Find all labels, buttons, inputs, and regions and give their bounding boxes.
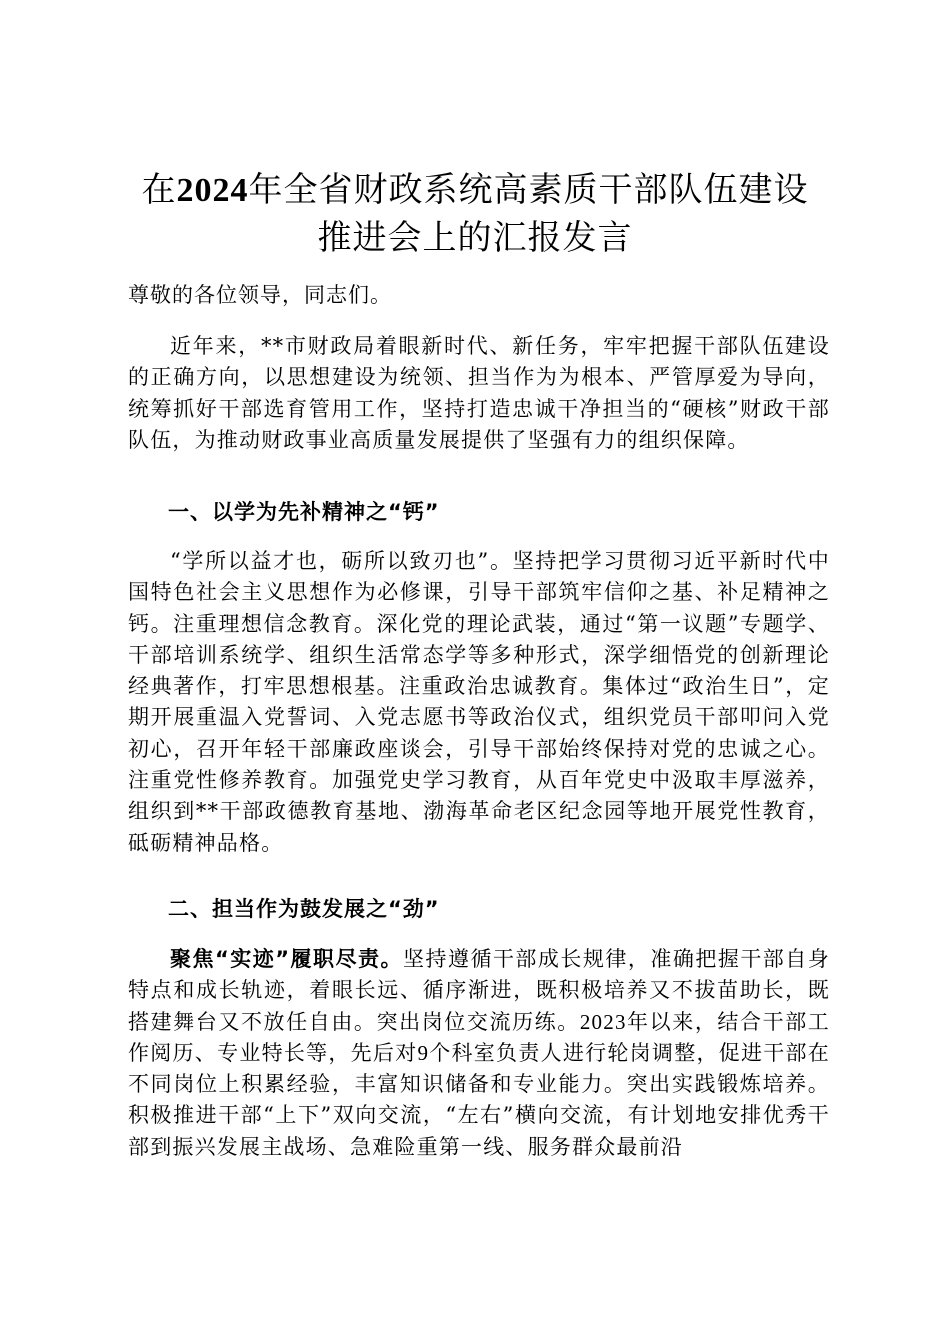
section-2-text-c: 个科室负责人进行轮岗调整，促进干部在不同岗位上积累经验，丰富知识储备和专业能力。突出实践锻炼培养。积极推进干部“上下”双向交流，“左右”横向交流，有计划地安排优秀干部到振兴发展主战场、急难险重第一线、服务群众最前沿 <box>128 1040 830 1159</box>
section-2-year: 2023 <box>579 1009 627 1034</box>
section-2-paragraph <box>128 944 830 1163</box>
section-2-text-b: 年以来，结合干部工作阅历、专业特长等，先后对 <box>128 1009 830 1065</box>
document-title-line-2: 推进会上的汇报发言 <box>317 218 633 258</box>
title-prefix: 在 <box>141 170 177 210</box>
section-2-lead: 聚焦“实迹”履职尽责。 <box>170 947 403 971</box>
title-suffix: 年全省财政系统高素质干部队伍建设 <box>248 170 809 210</box>
salutation: 尊敬的各位领导，同志们。 <box>128 283 392 307</box>
section-2-text-a: 坚持遵循干部成长规律，准确把握干部自身特点和成长轨迹，着眼长远、循序渐进，既积极培养又不拔苗助长，既搭建舞台又不放任自由。突出岗位交流历练。 <box>128 947 830 1034</box>
section-2-heading: 二、担当作为鼓发展之“劲” <box>168 897 440 921</box>
intro-paragraph: 近年来，**市财政局着眼新时代、新任务，牢牢把握干部队伍建设的正确方向，以思想建设为统领、担当作为为根本、严管厚爱为导向，统筹抓好干部选育管用工作，坚持打造忠诚干净担当的“硬核”财政干部队伍，为推动财政事业高质量发展提供了坚强有力的组织保障。 <box>128 334 830 452</box>
section-1-heading: 一、以学为先补精神之“钙” <box>168 500 440 524</box>
section-2-count: 9 <box>417 1040 430 1065</box>
title-year: 2024 <box>176 172 249 209</box>
document-title-line-1 <box>110 166 840 215</box>
section-1-paragraph: “学所以益才也，砺所以致刃也”。坚持把学习贯彻习近平新时代中国特色社会主义思想作为必修课，引导干部筑牢信仰之基、补足精神之钙。注重理想信念教育。深化党的理论武装，通过“第一议题”专题学、干部培训系统学、组织生活常态学等多种形式，深学细悟党的创新理论经典著作，打牢思想根基。注重政治忠诚教育。集体过“政治生日”，定期开展重温入党誓词、入党志愿书等政治仪式，组织党员干部叩问入党初心，召开年轻干部廉政座谈会，引导干部始终保持对党的忠诚之心。注重党性修养教育。加强党史学习教育，从百年党史中汲取丰厚滋养，组织到**干部政德教育基地、渤海革命老区纪念园等地开展党性教育，砥砺精神品格。 <box>128 549 830 855</box>
